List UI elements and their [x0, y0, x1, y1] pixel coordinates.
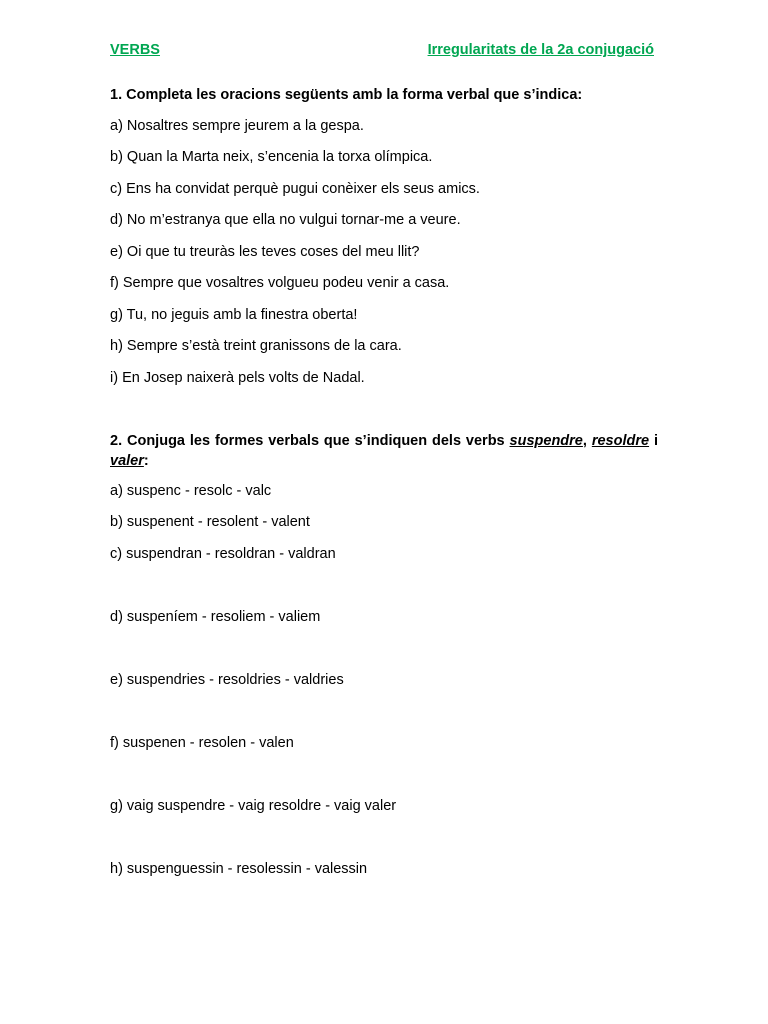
exercise-2-item: h) suspenguessin - resolessin - valessin	[110, 861, 368, 877]
verb-valer: valer	[110, 453, 144, 469]
exercise-2-title-sep2: i	[649, 433, 658, 449]
exercise-2-item: f) suspenen - resolen - valen	[110, 735, 294, 751]
exercise-1-item: e) Oi que tu treuràs les teves coses del meu llit?	[110, 244, 420, 260]
exercise-1-item: h) Sempre s’està treint granissons de la cara.	[110, 338, 402, 354]
exercise-1-item: d) No m’estranya que ella no vulgui tornar-me a veure.	[110, 212, 461, 228]
exercise-2-item: c) suspendran - resoldran - valdran	[110, 546, 336, 562]
exercise-1-item: b) Quan la Marta neix, s’encenia la torxa olímpica.	[110, 149, 433, 165]
header-title: VERBS	[110, 42, 160, 58]
exercise-2-title-prefix: 2. Conjuga les formes verbals que s’indiquen dels verbs	[110, 433, 510, 449]
exercise-1-item: a) Nosaltres sempre jeurem a la gespa.	[110, 118, 364, 134]
exercise-2-item: a) suspenc - resolc - valc	[110, 483, 272, 499]
header-subtitle: Irregularitats de la 2a conjugació	[427, 42, 654, 58]
exercise-2-title-sep1: ,	[582, 433, 592, 449]
verb-resoldre: resoldre	[591, 433, 650, 449]
exercise-2-item: b) suspenent - resolent - valent	[110, 514, 310, 530]
exercise-2-item: e) suspendries - resoldries - valdries	[110, 672, 344, 688]
exercise-1-item: c) Ens ha convidat perquè pugui conèixer els seus amics.	[110, 181, 480, 197]
exercise-1-item: f) Sempre que vosaltres volgueu podeu venir a casa.	[110, 275, 450, 291]
exercise-2-item: g) vaig suspendre - vaig resoldre - vaig valer	[110, 798, 397, 814]
exercise-1-title: 1. Completa les oracions següents amb la forma verbal que s’indica:	[110, 87, 583, 103]
exercise-1-item: i) En Josep naixerà pels volts de Nadal.	[110, 370, 365, 386]
exercise-1-item: g) Tu, no jeguis amb la finestra oberta!	[110, 307, 358, 323]
exercise-2-item: d) suspeníem - resoliem - valiem	[110, 609, 321, 625]
exercise-2-title-suffix: :	[143, 453, 149, 469]
verb-suspendre: suspendre	[509, 433, 583, 449]
exercise-2-title	[110, 431, 658, 471]
